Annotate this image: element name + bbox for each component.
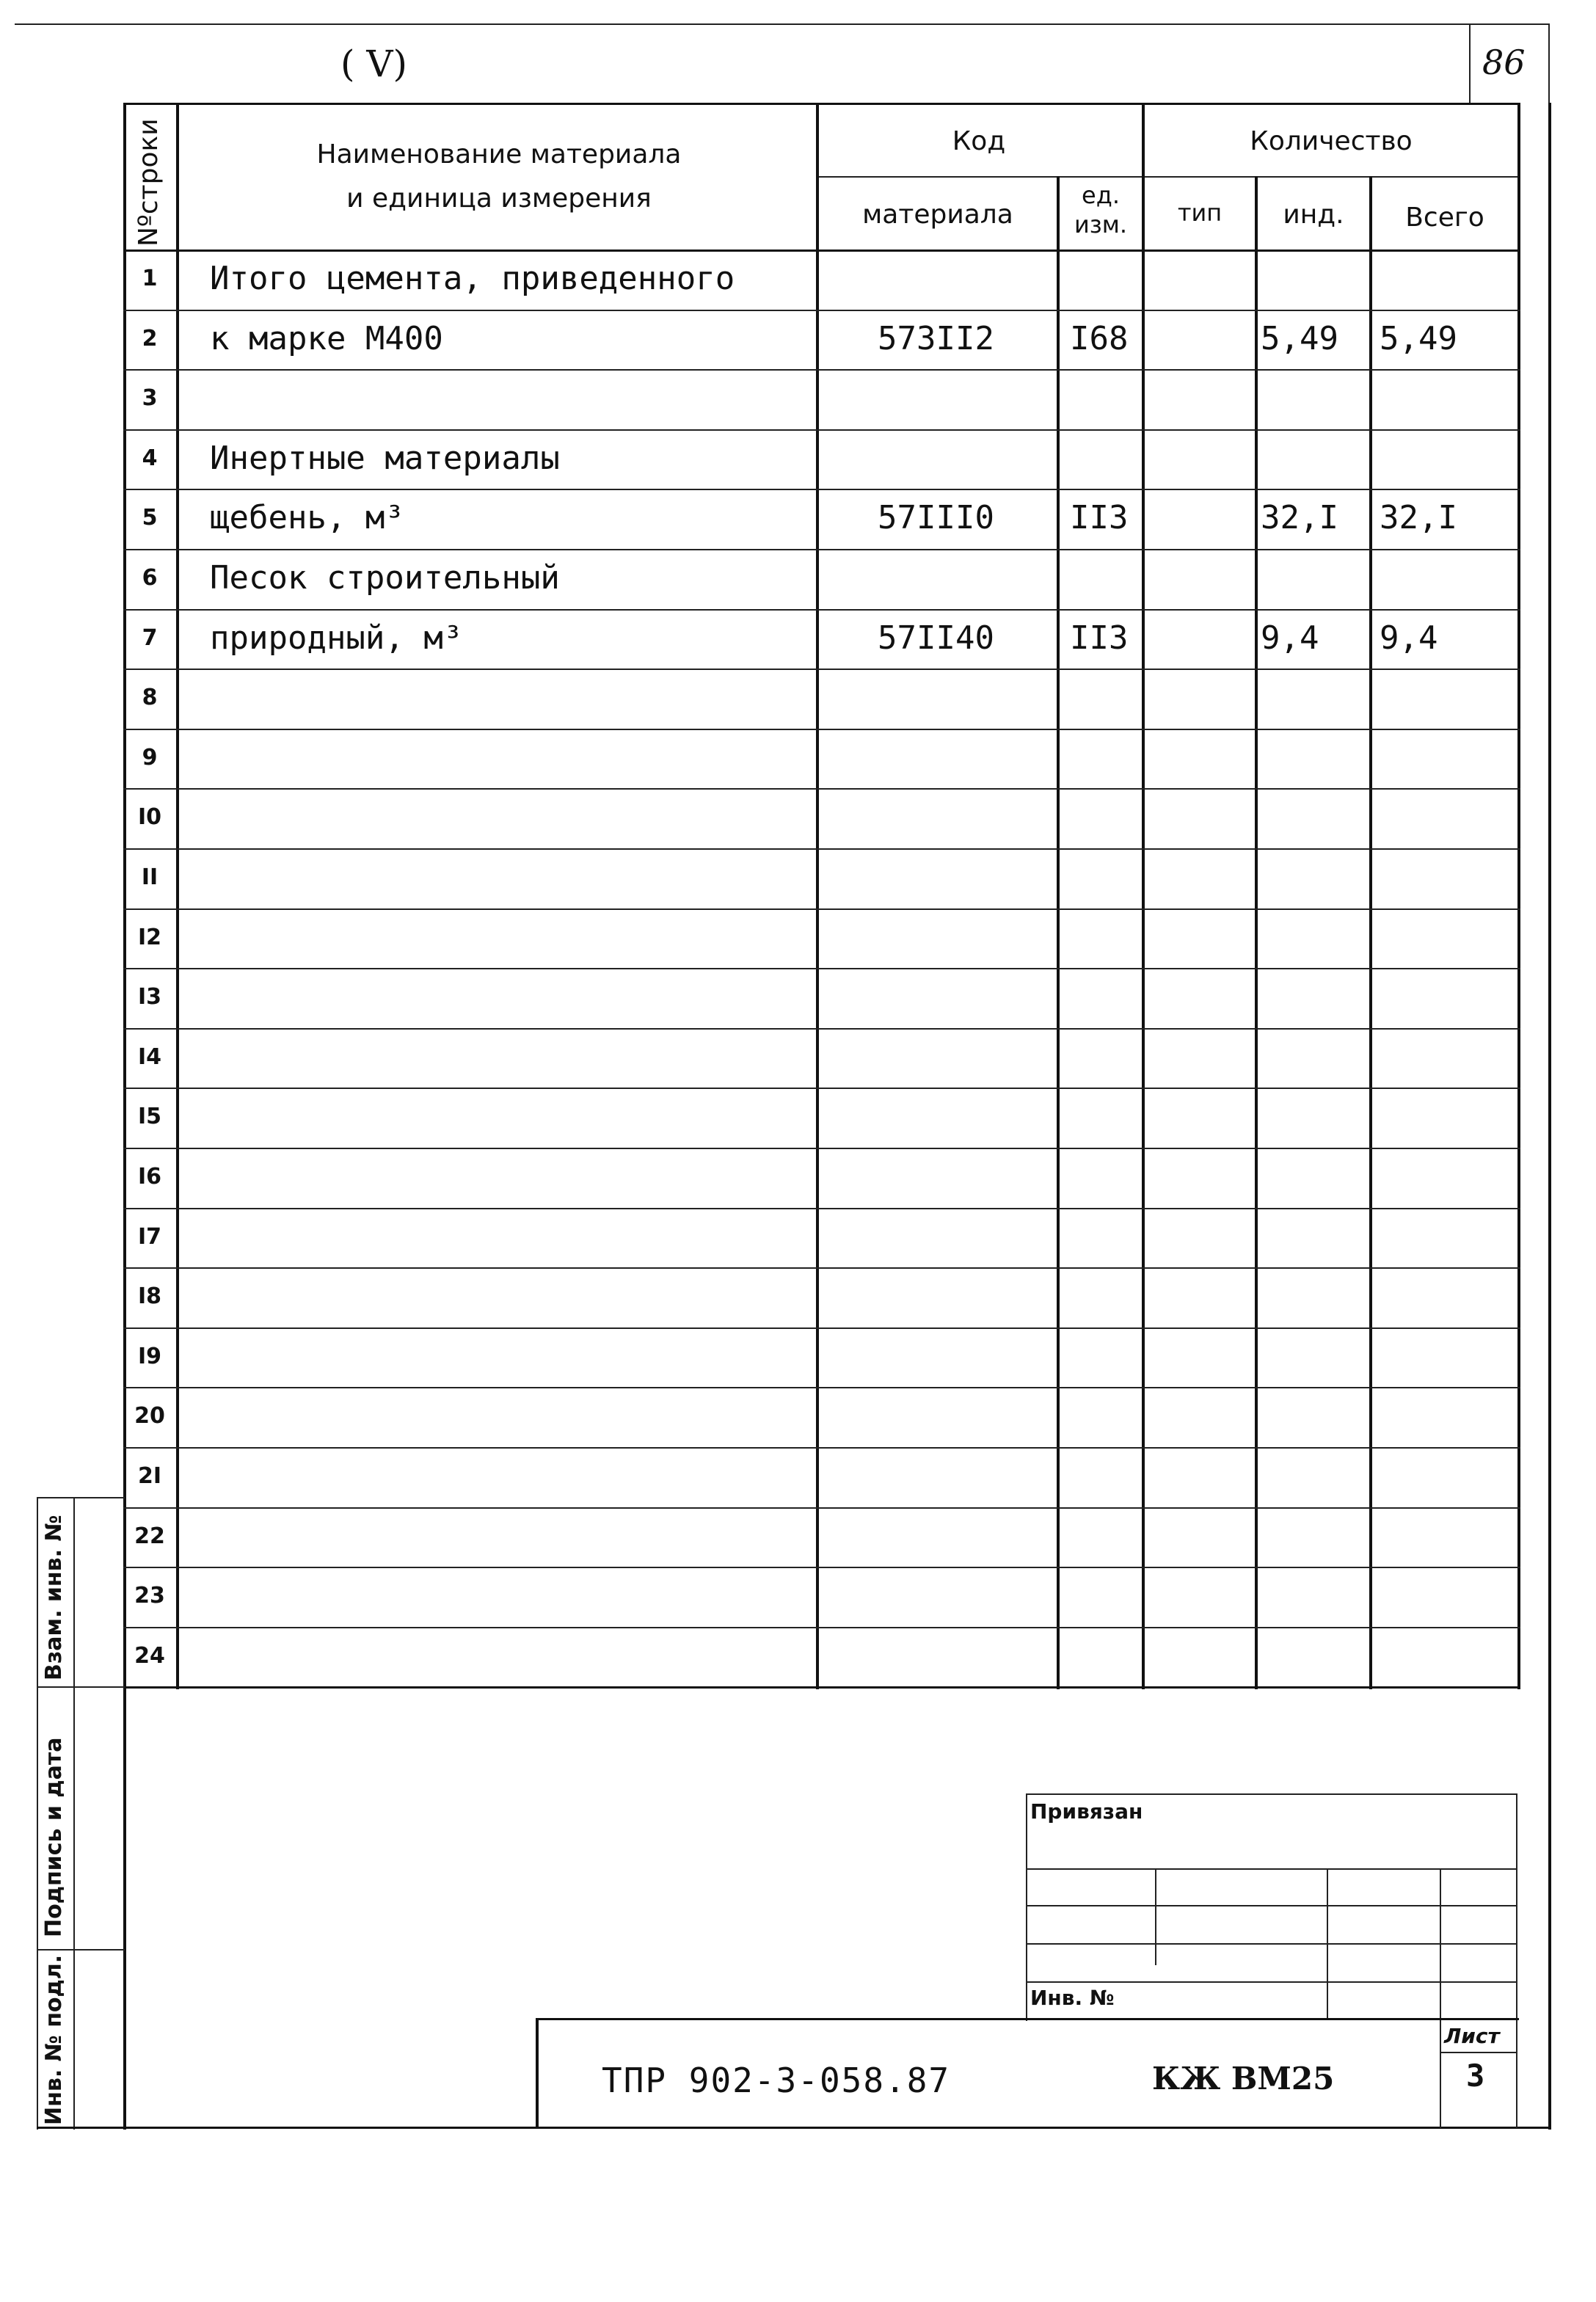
- header-code: Код: [952, 126, 1006, 156]
- row-divider: [123, 788, 1520, 790]
- row-number: I4: [137, 1043, 162, 1070]
- side-stamp-inv-podl: Инв. № подл.: [41, 1954, 67, 2125]
- row-unit-cell: II3: [1070, 499, 1129, 537]
- row-divider: [123, 310, 1520, 311]
- tb-privyazan-left: [1026, 1793, 1027, 2021]
- row-number: 2I: [137, 1463, 162, 1489]
- row-ind-cell: 32,I: [1261, 499, 1338, 537]
- top-border-line: [15, 23, 1548, 25]
- row-number: I8: [137, 1283, 162, 1310]
- tb-inv-no-label: Инв. №: [1030, 1986, 1115, 2010]
- row-divider: [123, 968, 1520, 969]
- header-row-number: Nºстроки: [134, 118, 164, 247]
- rownum-col-line: [176, 103, 179, 1689]
- header-type: тип: [1177, 199, 1222, 227]
- side-stamp-mid: [73, 1497, 75, 2130]
- page-number-box-left: [1469, 23, 1471, 103]
- row-number: I9: [137, 1343, 162, 1369]
- row-ind-cell: 9,4: [1261, 619, 1319, 657]
- row-total-cell: 9,4: [1380, 619, 1438, 657]
- row-number: I7: [137, 1223, 162, 1250]
- row-name-cell: щебень, м³: [210, 499, 404, 537]
- row-divider: [123, 609, 1520, 611]
- row-divider: [123, 369, 1520, 371]
- tb-main-left: [536, 2018, 539, 2128]
- row-divider: [123, 1327, 1520, 1329]
- tb-vline2: [1327, 1868, 1328, 2019]
- row-name-cell: природный, м³: [210, 619, 463, 657]
- row-number: 22: [134, 1523, 165, 1549]
- row-divider: [123, 1028, 1520, 1030]
- row-number: 8: [142, 685, 158, 711]
- row-unit-cell: II3: [1070, 619, 1129, 657]
- row-number: 9: [142, 744, 158, 771]
- row-divider: [123, 1627, 1520, 1628]
- tb-doc-code: ТПР 902-3-058.87: [602, 2061, 951, 2100]
- row-divider: [123, 908, 1520, 910]
- header-material: материала: [862, 200, 1013, 230]
- unit-col-line: [1142, 103, 1145, 1689]
- row-unit-cell: I68: [1070, 319, 1129, 357]
- page-number: 86: [1482, 43, 1526, 82]
- code-col-line: [1057, 176, 1060, 1689]
- row-number: 24: [134, 1642, 165, 1669]
- row-divider: [123, 429, 1520, 431]
- row-divider: [123, 848, 1520, 850]
- type-col-line: [1255, 176, 1258, 1689]
- row-total-cell: 32,I: [1380, 499, 1457, 537]
- row-number: I2: [137, 924, 162, 950]
- row-name-cell: Инертные материалы: [210, 439, 560, 477]
- side-stamp-div1: [37, 1686, 125, 1688]
- row-number: I0: [137, 804, 162, 831]
- header-name-line2: и единица измерения: [346, 183, 652, 214]
- row-name-cell: Итого цемента, приведенного: [210, 260, 735, 297]
- table-top-line: [123, 103, 1520, 105]
- row-number: 1: [142, 266, 158, 291]
- table-right-line: [1517, 103, 1520, 1689]
- tb-sheet-number: 3: [1466, 2058, 1485, 2094]
- header-name-line1: Наименование материала: [316, 139, 682, 170]
- side-stamp-div2: [37, 1949, 125, 1950]
- side-stamp-top: [37, 1497, 125, 1498]
- page-right-margin-line: [1548, 103, 1551, 2130]
- row-number: 2: [142, 325, 158, 352]
- tb-main-top: [536, 2018, 1519, 2020]
- row-divider: [123, 1567, 1520, 1568]
- tb-row4: [1026, 1943, 1517, 1945]
- row-divider: [123, 1148, 1520, 1149]
- row-divider: [123, 489, 1520, 490]
- row-divider: [123, 1208, 1520, 1209]
- row-divider: [123, 1387, 1520, 1388]
- tb-row5: [1026, 1981, 1517, 1983]
- row-number: 3: [142, 385, 158, 412]
- name-col-line: [816, 103, 819, 1689]
- tb-row3: [1026, 1905, 1517, 1906]
- row-number: 20: [134, 1403, 165, 1429]
- tb-privyazan-top: [1026, 1793, 1517, 1795]
- tb-right: [1516, 1793, 1517, 2128]
- header-bottom-line: [123, 249, 1520, 252]
- row-divider: [123, 1447, 1520, 1449]
- page-number-box-right: [1548, 23, 1550, 103]
- row-total-cell: 5,49: [1380, 319, 1457, 357]
- row-number: II: [141, 864, 158, 890]
- header-unit-line2: изм.: [1074, 211, 1128, 238]
- table-bottom-line: [123, 1686, 1520, 1689]
- row-number: 23: [134, 1583, 165, 1609]
- header-quantity: Количество: [1250, 126, 1413, 156]
- tb-mark: КЖ ВМ25: [1152, 2061, 1335, 2097]
- row-number: I5: [137, 1104, 162, 1130]
- side-stamp-podpis: Подпись и дата: [41, 1737, 67, 1937]
- row-number: 4: [142, 445, 158, 471]
- row-name-cell: Песок строительный: [210, 559, 560, 597]
- row-code-cell: 573II2: [878, 319, 994, 357]
- row-divider: [123, 669, 1520, 670]
- row-number: I3: [137, 984, 162, 1010]
- row-divider: [123, 1088, 1520, 1089]
- ind-col-line: [1369, 176, 1372, 1689]
- table-left-line: [123, 103, 126, 2130]
- header-subline: [816, 176, 1520, 178]
- row-name-cell: к марке М400: [210, 319, 443, 357]
- tb-vline1: [1155, 1868, 1156, 1965]
- tb-row2: [1026, 1868, 1517, 1870]
- tb-sheet-label: Лист: [1444, 2024, 1500, 2048]
- side-stamp-left: [37, 1497, 38, 2130]
- header-ind: инд.: [1283, 200, 1344, 230]
- row-number: 6: [142, 565, 158, 591]
- tb-sheet-div: [1440, 2052, 1517, 2053]
- header-total: Всего: [1405, 203, 1484, 233]
- row-code-cell: 57II40: [878, 619, 994, 657]
- row-number: 5: [142, 505, 158, 531]
- row-divider: [123, 729, 1520, 730]
- row-number: 7: [142, 624, 158, 651]
- row-code-cell: 57III0: [878, 499, 994, 537]
- row-divider: [123, 1267, 1520, 1269]
- header-unit-line1: ед.: [1082, 181, 1120, 209]
- row-divider: [123, 549, 1520, 550]
- tb-vline3: [1440, 1868, 1441, 2128]
- row-divider: [123, 1507, 1520, 1509]
- tb-privyazan-label: Привязан: [1030, 1799, 1143, 1824]
- row-ind-cell: 5,49: [1261, 319, 1338, 357]
- section-mark: ( V): [340, 43, 408, 85]
- page-bottom-line: [37, 2127, 1551, 2129]
- side-stamp-vzam: Взам. инв. №: [41, 1515, 67, 1680]
- row-number: I6: [137, 1164, 162, 1190]
